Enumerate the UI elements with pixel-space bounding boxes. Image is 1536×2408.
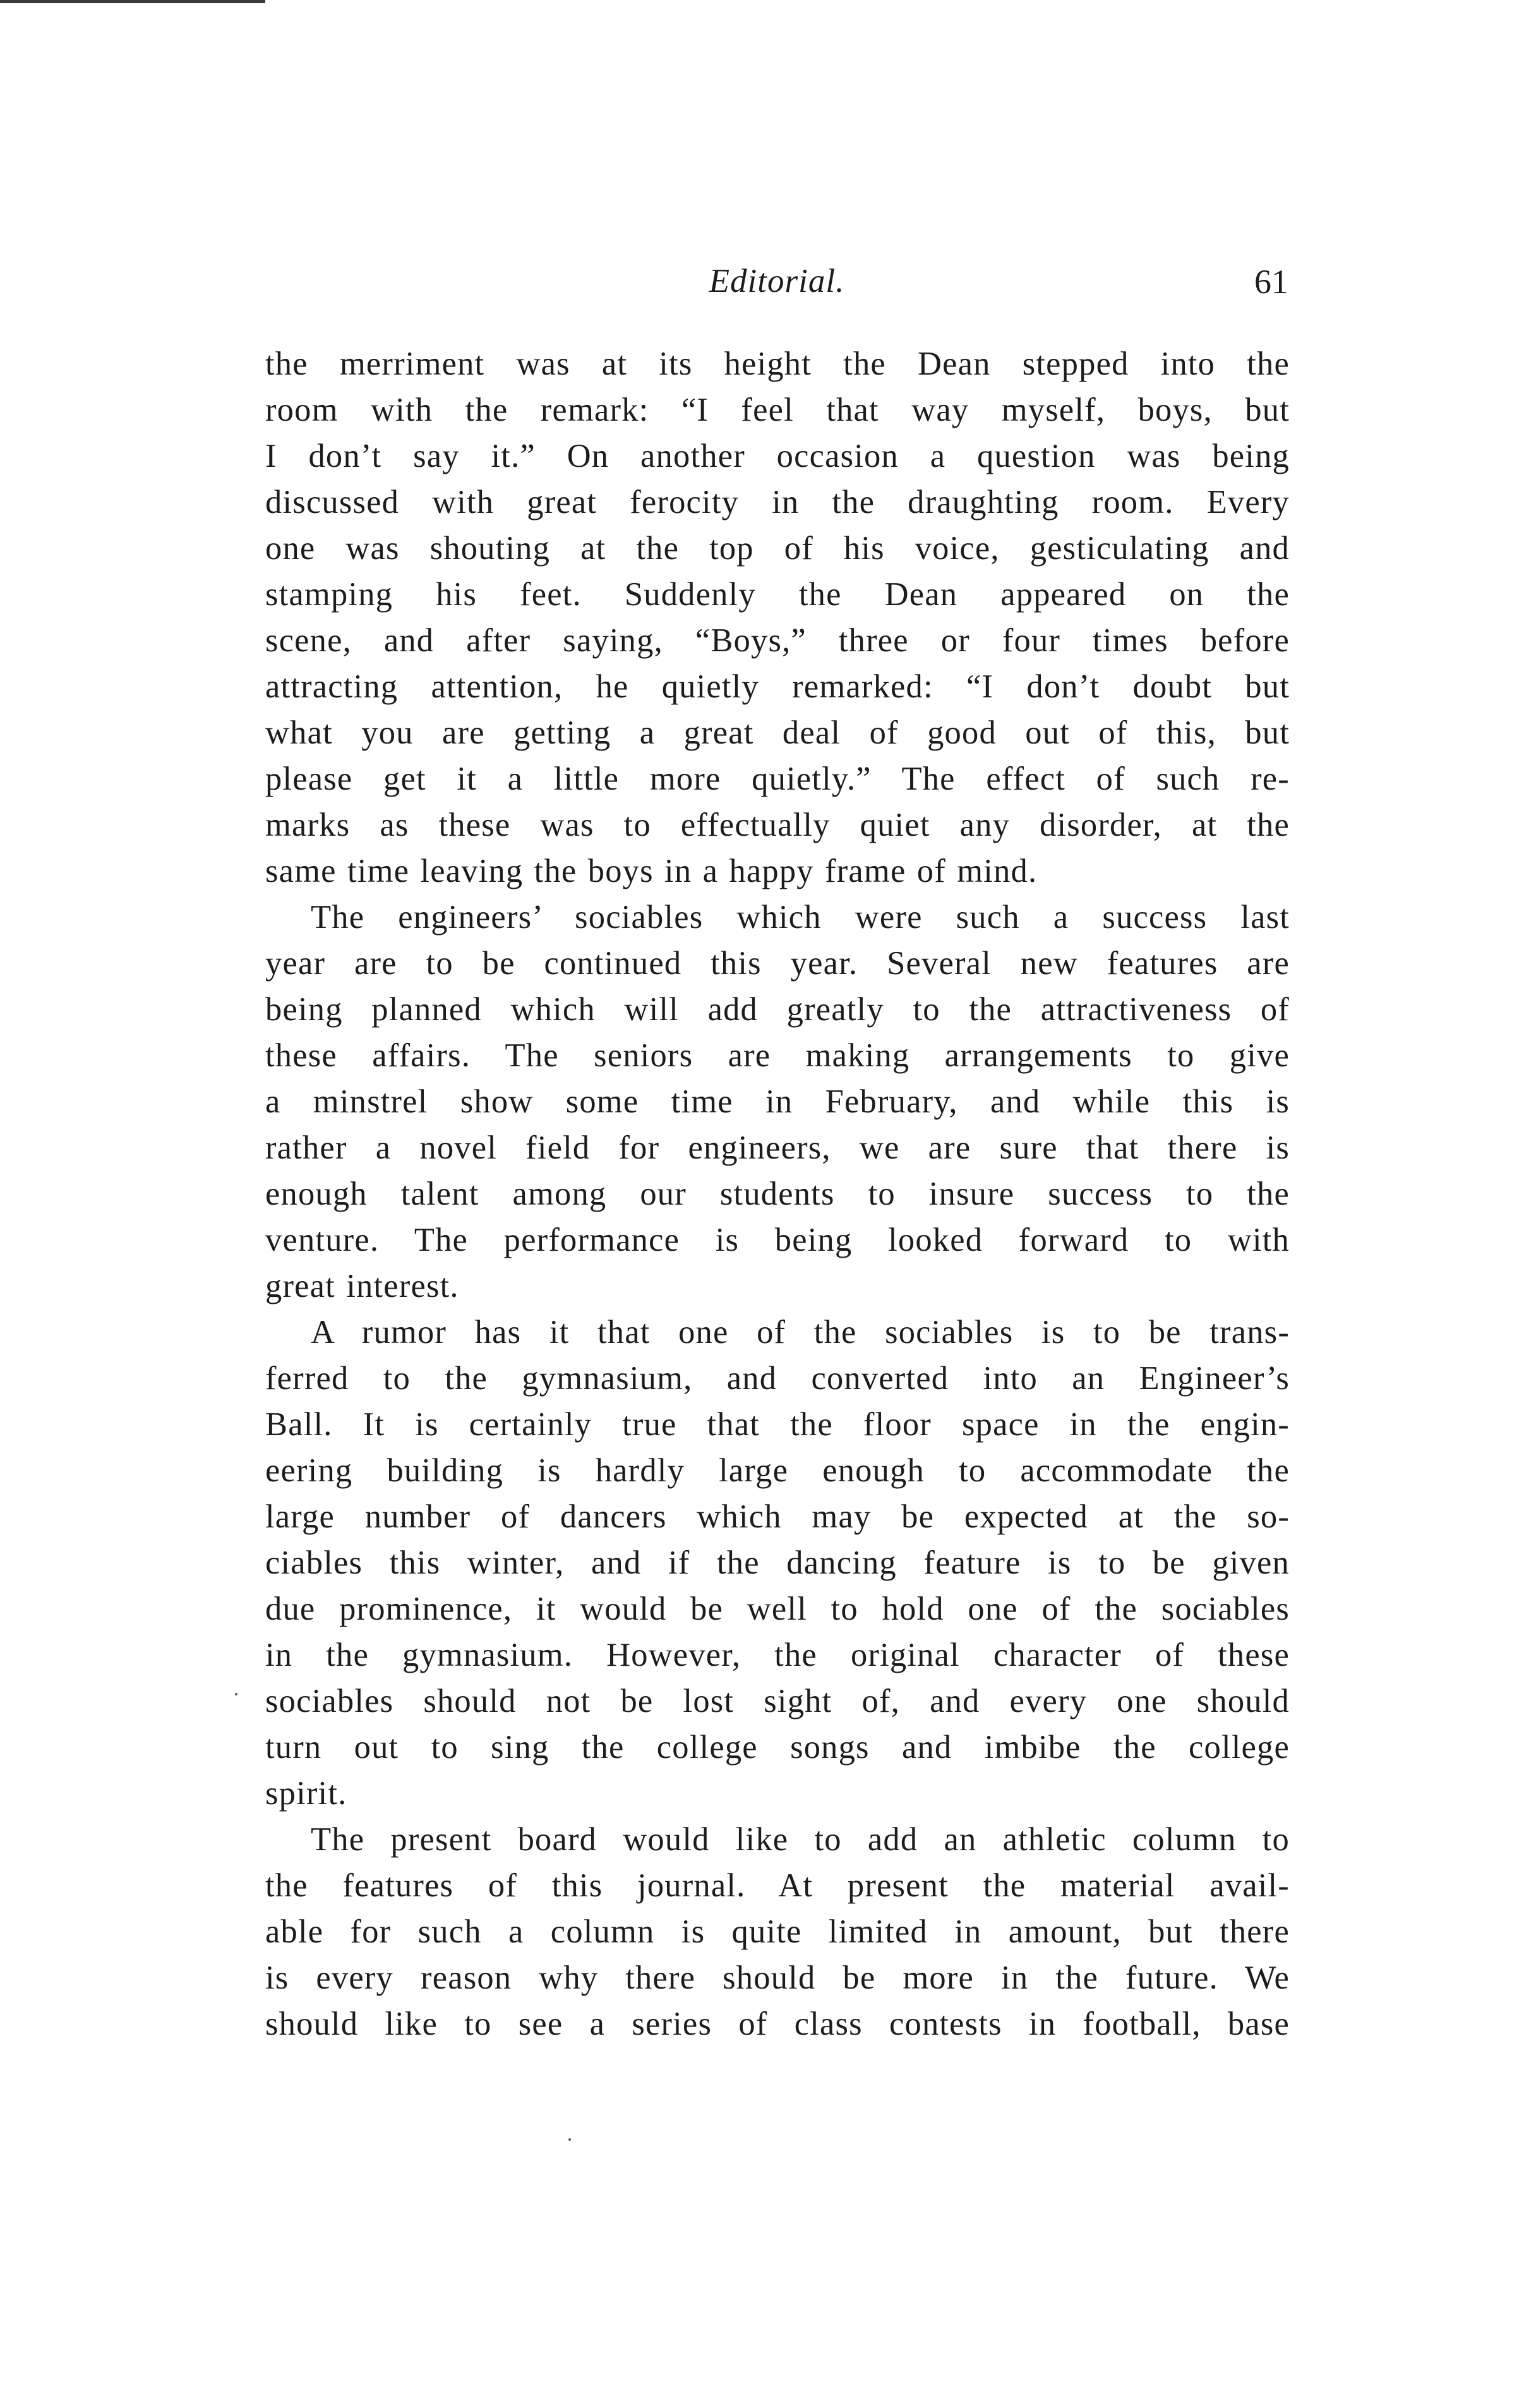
paragraph <box>265 1309 1290 1817</box>
paragraph <box>265 1817 1290 2047</box>
text-line: year are to be continued this year. Several new features are <box>265 945 1290 982</box>
text-line: being planned which will add greatly to the attractiveness of <box>265 991 1290 1028</box>
text-line: please get it a little more quietly.” The effect of such re- <box>265 761 1290 797</box>
text-line: ciables this winter, and if the dancing feature is to be given <box>265 1544 1290 1581</box>
scan-speck <box>568 2138 571 2141</box>
text-line: ferred to the gymnasium, and converted into an Engineer’s <box>265 1360 1290 1397</box>
text-line: able for such a column is quite limited in amount, but there <box>265 1913 1290 1950</box>
text-line: rather a novel field for engineers, we are sure that there is <box>265 1129 1290 1166</box>
scan-speck <box>235 1693 237 1695</box>
text-line: a minstrel show some time in February, and while this is <box>265 1083 1290 1120</box>
text-line: eering building is hardly large enough to accommodate the <box>265 1452 1290 1489</box>
text-line: the features of this journal. At present the material avail- <box>265 1867 1290 1904</box>
text-line: in the gymnasium. However, the original character of these <box>265 1637 1290 1673</box>
text-line: these affairs. The seniors are making arrangements to give <box>265 1037 1290 1074</box>
text-line: the merriment was at its height the Dean stepped into the <box>265 346 1290 382</box>
text-line: stamping his feet. Suddenly the Dean appeared on the <box>265 576 1290 613</box>
paragraph <box>265 341 1290 894</box>
scan-edge-rule <box>0 0 265 3</box>
page-number: 61 <box>1254 263 1288 301</box>
text-line: scene, and after saying, “Boys,” three or four times before <box>265 622 1290 659</box>
text-line: sociables should not be lost sight of, and every one should <box>265 1683 1290 1719</box>
text-line: attracting attention, he quietly remarked: “I don’t doubt but <box>265 668 1290 705</box>
text-line: A rumor has it that one of the sociables is to be trans- <box>311 1314 1290 1351</box>
text-line: enough talent among our students to insure success to the <box>265 1176 1290 1212</box>
body-text <box>265 341 1290 2047</box>
paragraph <box>265 894 1290 1309</box>
text-line: turn out to sing the college songs and imbibe the college <box>265 1729 1290 1766</box>
text-line: due prominence, it would be well to hold one of the sociables <box>265 1591 1290 1627</box>
text-line: I don’t say it.” On another occasion a question was being <box>265 438 1290 474</box>
section-title: Editorial. <box>709 263 845 299</box>
text-line: room with the remark: “I feel that way myself, boys, but <box>265 392 1290 428</box>
text-line: great interest. <box>265 1268 459 1304</box>
text-line: The engineers’ sociables which were such a success last <box>311 899 1290 936</box>
text-line: what you are getting a great deal of good out of this, but <box>265 714 1290 751</box>
text-line: Ball. It is certainly true that the floor space in the engin- <box>265 1406 1290 1443</box>
text-line: is every reason why there should be more in the future. We <box>265 1960 1290 1996</box>
text-line: The present board would like to add an athletic column to <box>311 1821 1290 1858</box>
text-line: should like to see a series of class contests in football, base <box>265 2006 1290 2042</box>
text-line: one was shouting at the top of his voice, gesticulating and <box>265 530 1290 567</box>
text-line: spirit. <box>265 1775 347 1812</box>
text-line: venture. The performance is being looked forward to with <box>265 1222 1290 1258</box>
running-head <box>265 262 1288 313</box>
text-line: large number of dancers which may be expected at the so- <box>265 1498 1290 1535</box>
text-line: discussed with great ferocity in the draughting room. Every <box>265 484 1290 521</box>
text-line: marks as these was to effectually quiet any disorder, at the <box>265 807 1290 843</box>
text-line: same time leaving the boys in a happy frame of mind. <box>265 853 1038 889</box>
